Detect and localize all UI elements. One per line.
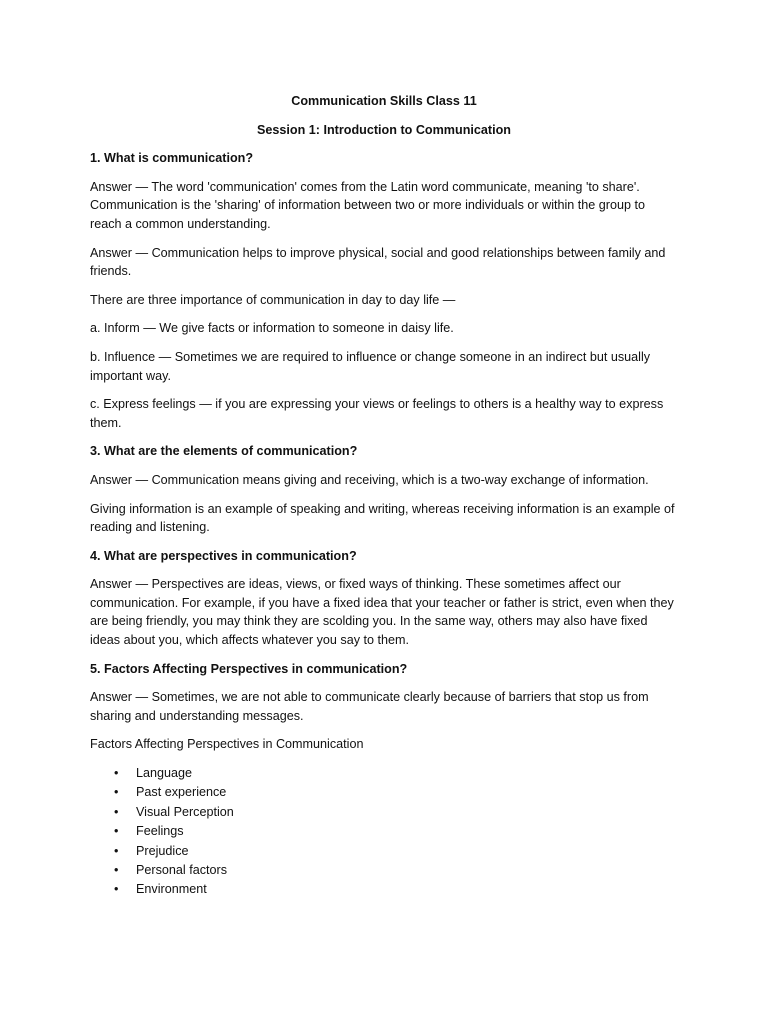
factors-label: Factors Affecting Perspectives in Communication [90,737,364,752]
question-1-answer: Answer — The word 'communication' comes from the Latin word communicate, meaning 'to share'. Communication is the 'sharing' of information between two or more individuals or within the group to reach a common understanding. [90,179,646,231]
question-3-answer: Answer — Communication means giving and receiving, which is a two-way exchange of information. [90,472,649,487]
list-item: • Visual Perception [114,803,678,822]
list-item: • Feelings [114,822,678,841]
question-5-heading: 5. Factors Affecting Perspectives in communication? [90,661,408,676]
list-item: • Personal factors [114,861,678,880]
document-title: Communication Skills Class 11 [291,94,477,108]
question-5-answer: Answer — Sometimes, we are not able to communicate clearly because of barriers that stop us from sharing and understanding messages. [90,690,649,723]
list-item: • Prejudice [114,842,678,861]
question-4-heading: 4. What are perspectives in communication? [90,548,357,563]
list-item: • Past experience [114,783,678,802]
factors-list [90,764,678,900]
question-4-answer: Answer — Perspectives are ideas, views, or fixed ways of thinking. These sometimes affect our communication. For example, if you have a fixed idea that your teacher or father is strict, even when they are being friendly, you may think they are scolding you. In the same way, others may also have fixed ideas about you, which affects whatever you say to them. [90,577,674,648]
importance-express-feelings: c. Express feelings — if you are expressing your views or feelings to others is a healthy way to express them. [90,397,664,430]
question-1-heading: 1. What is communication? [90,151,254,166]
question-3-detail: Giving information is an example of speaking and writing, whereas receiving information is an example of reading and listening. [90,501,675,535]
list-item: • Language [114,764,678,783]
importance-intro: There are three importance of communication in day to day life — [90,292,456,307]
importance-inform: a. Inform — We give facts or information to someone in daisy life. [90,321,454,336]
list-item: • Environment [114,880,678,899]
question-3-heading: 3. What are the elements of communication? [90,444,358,459]
importance-influence: b. Influence — Sometimes we are required to influence or change someone in an indirect but usually important way. [90,349,651,383]
question-2-answer: Answer — Communication helps to improve physical, social and good relationships between family and friends. [90,245,666,279]
session-title: Session 1: Introduction to Communication [257,122,511,137]
